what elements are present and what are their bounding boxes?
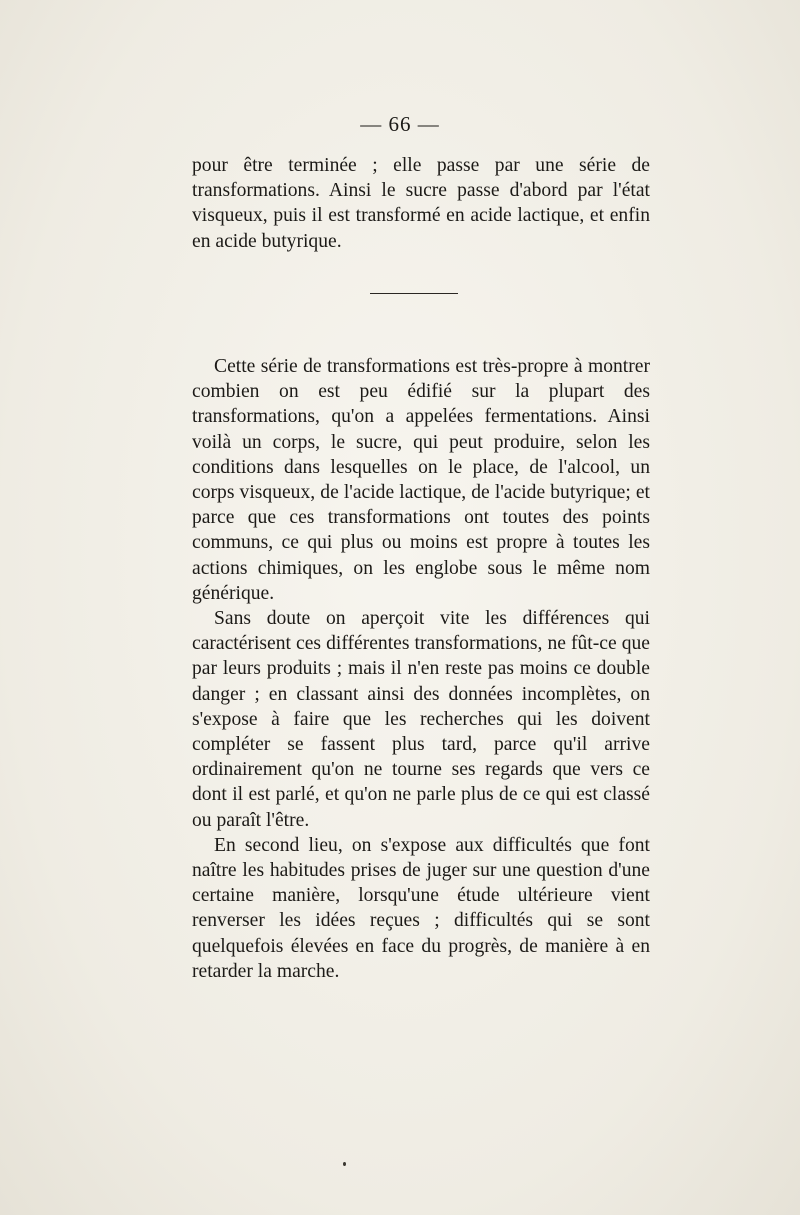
paragraph: pour être terminée ; elle passe par une série de transformations. Ainsi le sucre passe d'abord par l'état visqueux, puis il est transformé en acide lactique, et enfin en acide butyrique. — [192, 155, 650, 252]
page-number: — 66 — — [360, 112, 440, 136]
paragraph: En second lieu, on s'expose aux difficultés que font naître les habitudes prises de juger sur une question d'une certaine manière, lorsqu'une étude ultérieure vient renverser les idées reçues ; difficultés qui se sont quelquefois élevées en face du progrès, de manière à en retarder la marche. — [192, 834, 650, 982]
paragraph: Sans doute on aperçoit vite les différences qui caractérisent ces différentes transformations, ne fût-ce que par leurs produits ; mais il n'en reste pas moins ce double danger ; en classant ainsi des données incomplètes, on s'expose à faire que les recherches qui les doivent compléter se fassent plus tard, parce qu'il arrive ordinairement qu'on ne tourne ses regards que vers ce dont il est parlé, et qu'on ne parle plus de ce qui est classé ou paraît l'être. — [192, 608, 650, 831]
paper-speck — [343, 1162, 346, 1166]
section-separator — [370, 293, 458, 294]
text-block-top — [192, 153, 650, 254]
text-block-main — [192, 354, 650, 984]
paragraph: Cette série de transformations est très-propre à montrer combien on est peu édifié sur la plupart des transformations, qu'on a appelées fermentations. Ainsi voilà un corps, le sucre, qui peut produire, selon les conditions dans lesquelles on le place, de l'alcool, un corps visqueux, de l'acide lactique, de l'acide butyrique; et parce que ces transformations ont toutes des points communs, ce qui plus ou moins est propre à toutes les actions chimiques, on les englobe sous le même nom générique. — [192, 356, 650, 604]
